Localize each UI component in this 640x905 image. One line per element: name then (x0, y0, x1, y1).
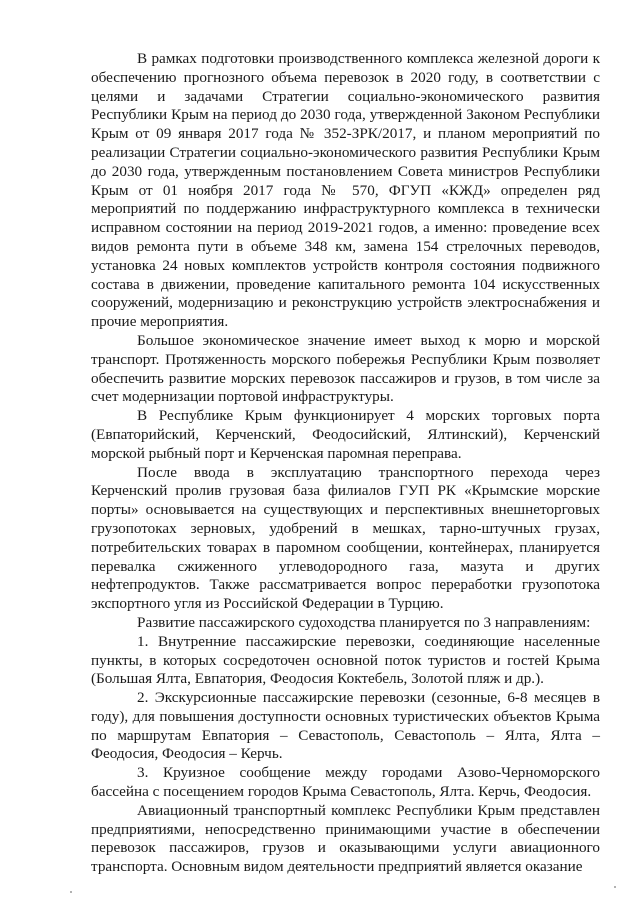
scan-speck (614, 886, 616, 888)
paragraph-sea-ports: В Республике Крым функционирует 4 морских торговых порта (Евпаторийский, Керченский, Феодосийский, Ялтинский), Керченский морской рыбный порт и Керченская паромная переправа. (91, 407, 600, 462)
paragraph-sea-transport: Большое экономическое значение имеет выход к морю и морской транспорт. Протяженность морского побережья Республики Крым позволяет обеспечить развитие морских перевозок пассажиров и грузов, в том числе за счет модернизации портовой инфраструктуры. (91, 331, 600, 406)
document-page (91, 50, 600, 877)
paragraph-cargo-base: После ввода в эксплуатацию транспортного перехода через Керченский пролив грузовая база филиалов ГУП РК «Крымские морские порты» основывается на существующих и перспективных внешнеторговых грузопотоках зерновых, удобрений в мешках, тарно-штучных грузах, потребительских товарах в паромном сообщении, контейнерах, планируется перевалка сжиженного углеводородного газа, мазута и других нефтепродуктов. Также рассматривается вопрос переработки грузопотока экспортного угля из Российской Федерации в Турцию. (91, 463, 600, 613)
paragraph-aviation: Авиационный транспортный комплекс Республики Крым представлен предприятиями, непосредственно принимающими участие в обеспечении перевозок пассажиров, грузов и оказывающими услуги авиационного транспорта. Основным видом деятельности предприятий является оказание (91, 801, 600, 876)
scan-speck (70, 891, 72, 893)
list-item-cruise-service: 3. Круизное сообщение между городами Азово-Черноморского бассейна с посещением городов Крыма Севастополь, Ялта. Керчь, Феодосия. (91, 764, 600, 801)
paragraph-passenger-shipping-intro: Развитие пассажирского судоходства планируется по 3 направлениям: (137, 613, 591, 631)
list-item-excursion-transport: 2. Экскурсионные пассажирские перевозки (сезонные, 6-8 месяцев в году), для повышения доступности основных туристических объектов Крыма по маршрутам Евпатория – Севастополь, Севастополь – Ялта, Ялта – Феодосия, Феодосия – Керчь. (91, 689, 600, 763)
list-item-internal-transport: 1. Внутренние пассажирские перевозки, соединяющие населенные пункты, в которых сосредоточен основной поток туристов и гостей Крыма (Большая Ялта, Евпатория, Феодосия Коктебель, Золотой пляж и др.). (91, 632, 600, 688)
paragraph-railway-infrastructure: В рамках подготовки производственного комплекса железной дороги к обеспечению прогнозного объема перевозок в 2020 году, в соответствии с целями и задачами Стратегии социально-экономического развития Республики Крым на период до 2030 года, утвержденной Законом Республики Крым от 09 января 2017 года № 352-ЗРК/2017, и планом мероприятий по реализации Стратегии социально-экономического развития Республики Крым до 2030 года, утвержденным постановлением Совета министров Республики Крым от 01 ноября 2017 года № 570, ФГУП «КЖД» определен ряд мероприятий по поддержанию инфраструктурного комплекса в технически исправном состоянии на период 2019-2021 годов, а именно: проведение всех видов ремонта пути в объеме 348 км, замена 154 стрелочных переводов, установка 24 новых комплектов устройств контроля состояния подвижного состава в движении, проведение капитального ремонта 104 искусственных сооружений, модернизацию и реконструкцию устройств электроснабжения и прочие мероприятия. (91, 50, 600, 331)
